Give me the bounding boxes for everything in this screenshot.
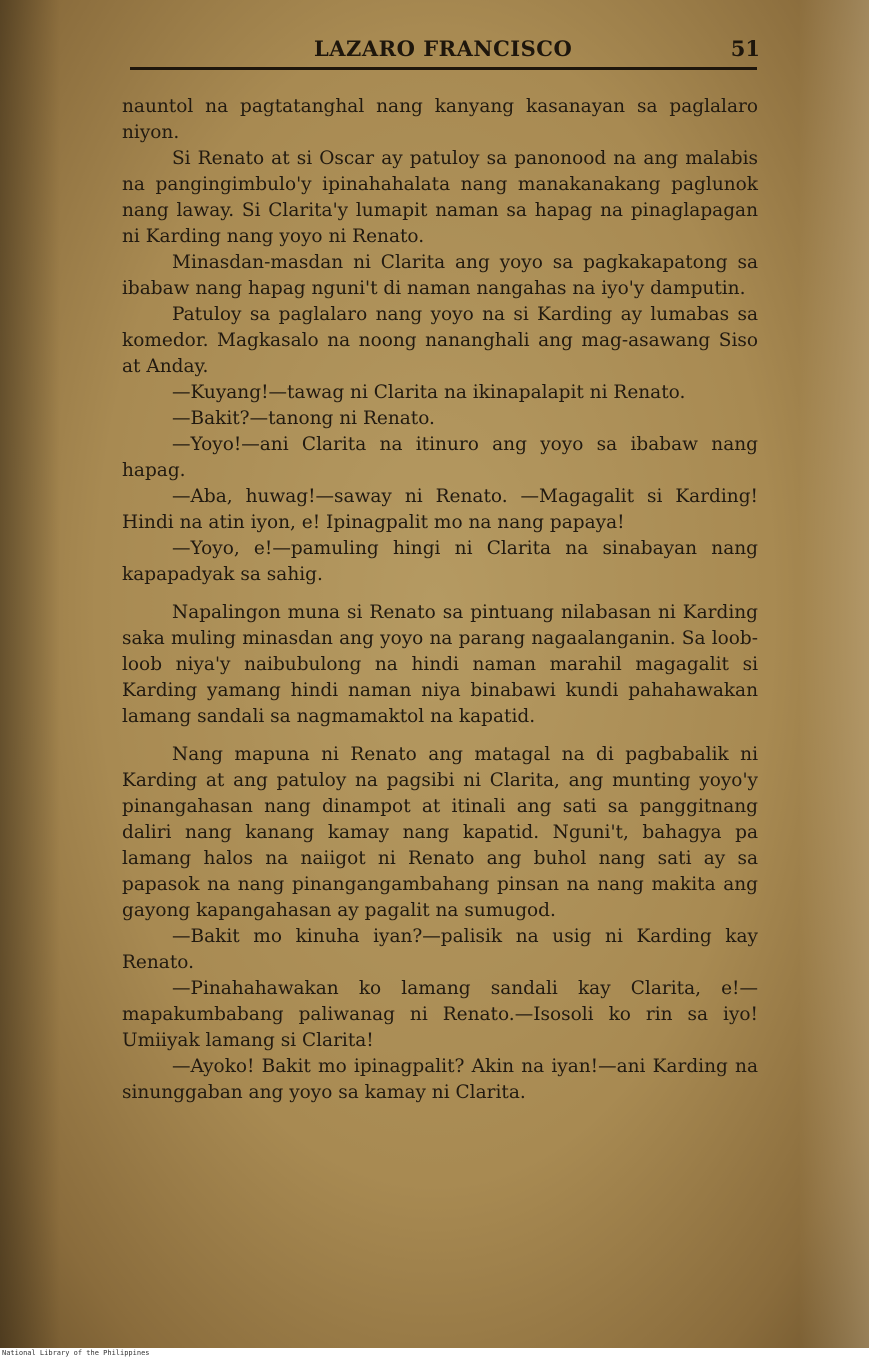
dialogue-line: —Yoyo!—ani Clarita na itinuro ang yoyo sa ibabaw nang hapag. [122, 434, 758, 481]
dialogue-line: —Bakit?—tanong ni Renato. [172, 408, 435, 429]
dialogue-line: —Bakit mo kinuha iyan?—palisik na usig ni Karding kay Renato. [122, 926, 758, 973]
running-title: LAZARO FRANCISCO [314, 36, 573, 61]
paragraph: nauntol na pagtatanghal nang kanyang kasanayan sa paglalaro niyon. [122, 96, 758, 143]
dialogue-line: —Pinahahawakan ko lamang sandali kay Clarita, e!—mapakumbabang paliwanag ni Renato.—Isosoli ko rin sa iyo! Umiiyak lamang si Clarita! [122, 978, 758, 1051]
paragraph: Patuloy sa paglalaro nang yoyo na si Karding ay lumabas sa komedor. Magkasalo na noong nananghali ang mag-asawang Siso at Anday. [122, 304, 758, 377]
paragraph: Minasdan-masdan ni Clarita ang yoyo sa pagkakapatong sa ibabaw nang hapag nguni't di naman nangahas na iyo'y damputin. [122, 252, 758, 299]
dialogue-line: —Aba, huwag!—saway ni Renato. —Magagalit si Karding! Hindi na atin iyon, e! Ipinagpalit mo na nang papaya! [122, 486, 758, 533]
paragraph: Nang mapuna ni Renato ang matagal na di pagbabalik ni Karding at ang patuloy na pagsibi ni Clarita, ang munting yoyo'y pinangahasan nang dinampot at itinali ang sati sa panggitnang daliri nang kanang kamay nang kapatid. Nguni't, bahagya pa lamang halos na naiigot ni Renato ang buhol nang sati ay sa papasok na nang pinangangambahang pinsan na nang makita ang gayong kapangahasan ay pagalit na sumugod. [122, 744, 758, 921]
page-number: 51 [730, 36, 760, 61]
paragraph: Si Renato at si Oscar ay patuloy sa panonood na ang malabis na pangingimbulo'y ipinahahalata nang manakanakang paglunok nang laway. Si Clarita'y lumapit naman sa hapag na pinaglapagan ni Karding nang yoyo ni Renato. [122, 148, 758, 247]
page-highlight-right [799, 0, 869, 1348]
dialogue-line: —Ayoko! Bakit mo ipinagpalit? Akin na iyan!—ani Karding na sinunggaban ang yoyo sa kamay ni Clarita. [122, 1056, 758, 1103]
running-header [130, 36, 760, 68]
paragraph: Napalingon muna si Renato sa pintuang nilabasan ni Karding saka muling minasdan ang yoyo na parang nagaalanganin. Sa loob-loob niya'y naibubulong na hindi naman marahil magagalit si Karding yamang hindi naman niya binabawi kundi pahahawakan lamang sandali sa nagmamaktol na kapatid. [122, 602, 758, 727]
dialogue-line: —Yoyo, e!—pamuling hingi ni Clarita na sinabayan nang kapapadyak sa sahig. [122, 538, 758, 585]
library-credit: National Library of the Philippines [2, 1349, 150, 1357]
page-shadow-left [0, 0, 60, 1348]
body-text [122, 94, 758, 1106]
header-rule [130, 67, 757, 70]
dialogue-line: —Kuyang!—tawag ni Clarita na ikinapalapit ni Renato. [172, 382, 686, 403]
